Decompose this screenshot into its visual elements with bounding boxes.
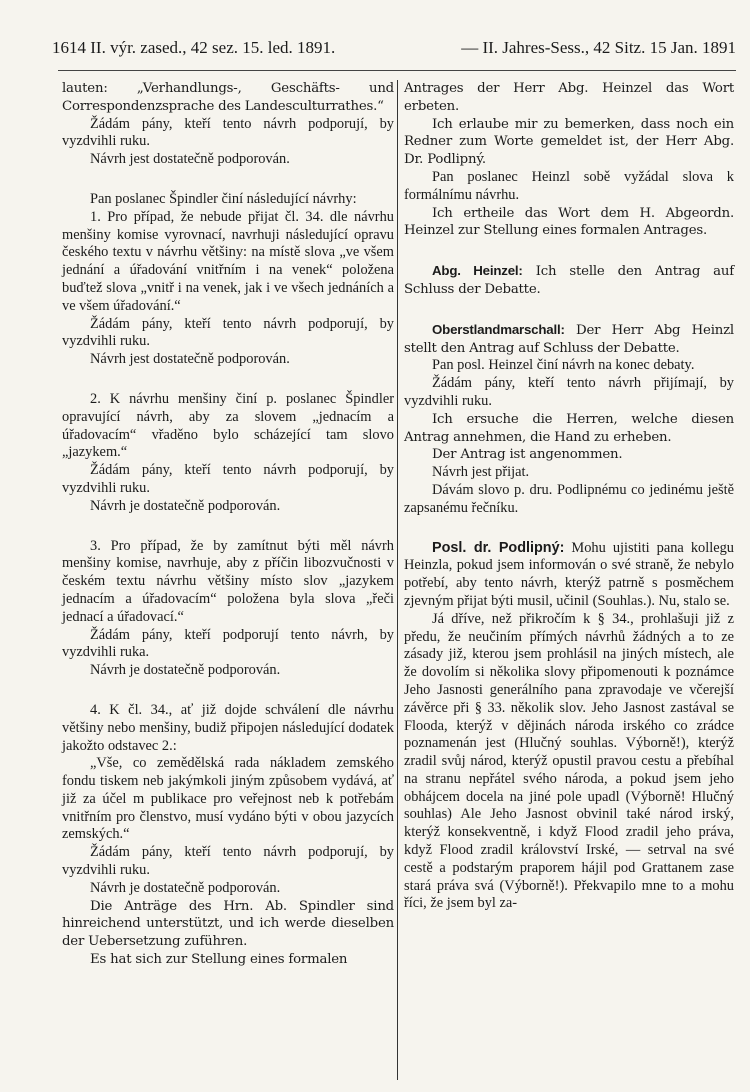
paragraph-text: Die Anträge des Hrn. Ab. Spindler sind hinreichend unterstützt, und ich werde dieselben der Uebersetzung zuführen. (62, 898, 394, 950)
paragraph (404, 321, 734, 358)
paragraph (62, 209, 394, 316)
paragraph-text: Der Antrag ist angenommen. (432, 447, 623, 463)
paragraph (404, 80, 734, 116)
paragraph (62, 191, 394, 209)
paragraph-text: Návrh je dostatečně podporován. (90, 662, 281, 679)
paragraph-text: Návrh je dostatečně podporován. (90, 497, 281, 514)
paragraph-text: Ich ertheile das Wort dem H. Abgeordn. Heinzel zur Stellung eines formalen Antrages. (404, 205, 734, 239)
paragraph (404, 464, 734, 482)
paragraph-text: Ich erlaube mir zu bemerken, dass noch ein Redner zum Worte gemeldet ist, der Herr Abg. Dr. Podlipný. (404, 116, 734, 168)
paragraph-text: Žádám pány, kteří tento návrh podporují, by vyzdvihli ruku. (62, 844, 394, 879)
paragraph (62, 844, 394, 880)
paragraph (62, 316, 394, 352)
paragraph (62, 627, 394, 663)
paragraph (404, 116, 734, 169)
paragraph-text: „Vše, co zemědělská rada nákladem zemského fondu tiskem neb jakýmkoli jiným způsobem vydává, ať již za účel m publikace pro veřejnost neb k potřebám vnitřním pro členstvo, musí vydáno býti v obou jazycích zemských.“ (62, 755, 394, 843)
paragraph (62, 755, 394, 844)
paragraph-text: Žádám pány, kteří tento návrh podporují, by vyzdvihli ruku. (62, 315, 394, 350)
paragraph-text: Návrh jest přijat. (432, 464, 530, 481)
paragraph (62, 702, 394, 755)
column-divider (397, 80, 398, 1080)
paragraph (404, 446, 734, 464)
paragraph-text: Der Herr Abg Heinzl stellt den Antrag auf Schluss der Debatte. (404, 322, 734, 356)
paragraph (62, 151, 394, 169)
paragraph (62, 662, 394, 680)
speaker-name: Posl. dr. Podlipný: (432, 539, 565, 556)
paragraph-text: Dávám slovo p. dru. Podlipnému co jedinému ještě zapsanému řečníku. (404, 481, 734, 516)
paragraph (62, 498, 394, 516)
paragraph-text: Ich stelle den Antrag auf Schluss der Debatte. (404, 264, 734, 297)
paragraph-text: 1. Pro případ, že nebude přijat čl. 34. dle návrhu menšiny komise vyrovnací, navrhuji následující opravu českého textu v návrhu většiny: na místě slova „ve všem jednání a úřadování vnitřním i na venek“ položena buďtež slova „vnitř i na venek, jak i ve všech jednáních a ve všem úřadování.“ (62, 208, 394, 314)
paragraph (404, 262, 734, 299)
paragraph-text: 2. K návrhu menšiny činí p. poslanec Špindler opravující návrh, aby za slovem „jednacím a úřadovacím“ vřaděno bylo scházející tam slovo „jazykem.“ (62, 390, 394, 461)
paragraph-text: Ich ersuche die Herren, welche diesen Antrag annehmen, die Hand zu erheben. (404, 411, 734, 445)
paragraph (404, 611, 734, 914)
paragraph-text: Návrh jest dostatečně podporován. (90, 351, 290, 368)
paragraph (62, 880, 394, 898)
header-rule (58, 70, 736, 71)
paragraph-text: Žádám pány, kteří tento návrh podporují, by vyzdvihli ruku. (62, 462, 394, 496)
speaker-name: Abg. Heinzel: (432, 263, 523, 279)
paragraph-text: 4. K čl. 34., ať již dojde schválení dle návrhu většiny nebo menšiny, budiž připojen následující dodatek jakožto odstavec 2.: (62, 701, 394, 754)
header-right: — II. Jahres-Sess., 42 Sitz. 15 Jan. 1891 (461, 38, 736, 57)
paragraph (62, 80, 394, 116)
left-column (62, 80, 394, 969)
right-column (404, 80, 734, 913)
paragraph-text: Pan posl. Heinzel činí návrh na konec debaty. (432, 357, 695, 374)
paragraph (62, 951, 394, 969)
paragraph-text: Pan poslanec Špindler činí následující návrhy: (90, 190, 357, 207)
paragraph-text: Antrages der Herr Abg. Heinzel das Wort erbeten. (404, 81, 734, 114)
paragraph (404, 205, 734, 241)
paragraph (404, 540, 734, 611)
paragraph (404, 357, 734, 375)
page-header (52, 38, 736, 58)
paragraph (62, 351, 394, 369)
paragraph (404, 411, 734, 447)
speaker-name: Oberstlandmarschall: (432, 321, 565, 337)
paragraph-text: Návrh jest dostatečně podporován. (90, 151, 290, 168)
paragraph-text: lauten: „Verhandlungs-, Geschäfts- und Correspondenzsprache des Landesculturrathes.“ (62, 81, 394, 114)
paragraph-text: Pan poslanec Heinzl sobě vyžádal slova k formálnímu návrhu. (404, 168, 734, 203)
paragraph (404, 169, 734, 205)
paragraph (62, 116, 394, 152)
header-left: 1614 II. výr. zased., 42 sez. 15. led. 1891. (52, 38, 336, 57)
paragraph-text: Žádám pány, kteří podporují tento návrh, by vyzdvihli ruka. (62, 626, 394, 661)
paragraph (404, 482, 734, 518)
paragraph-text: Es hat sich zur Stellung eines formalen (90, 952, 348, 968)
paragraph-text: Mohu ujistiti pana kollegu Heinzla, pokud jsem informován o své straně, že nebylo potřebí, aby tento návrh, kterýž patrně s posměchem zjevným přijat býti musil, učinil (Souhlas.). Nu, stalo se. (404, 539, 734, 609)
paragraph (62, 538, 394, 627)
paragraph (62, 391, 394, 462)
paragraph (404, 375, 734, 411)
paragraph-text: Žádám pány, kteří tento návrh podporují, by vyzdvihli ruku. (62, 115, 394, 150)
paragraph-text: Žádám pány, kteří tento návrh přijímají, by vyzdvihli ruku. (404, 375, 734, 409)
paragraph-text: 3. Pro případ, že by zamítnut býti měl návrh menšiny komise, navrhuje, aby z příčin libozvučnosti v českém textu návrhu většiny místo slov „jazykem jednacím a úřadovacím“ položena byla slova „řeči jednací a úřadovací.“ (62, 537, 394, 625)
paragraph-text: Já dříve, než přikročím k § 34., prohlašuji již z předu, že neučiním přímých návrhů žádných a to ze zásady již, kterou jsem prohlásil na jiných místech, ale že dovolím si několika slovy připomenouti k poznámce Jeho Jasnosti generálního pana zpravodaje ve včerejší závěrce při § 33. několik slov. Jeho Jasnost zastával se Flooda, kterýž v dějinách národa irského co zrádce poznamenán jest (Hlučný souhlas. Výborně!), kterýž zradil svůj národ, kterýž opustil pravou cestu a přebíhal na stranu nepřátel svého národa, a pokud jsem jeho obhájcem docela na jiné pole upadl (Výborně! Hlučný souhlas) Ale Jeho Jasnost obvinil také národ irský, kterýž konsekventně, i když Flood zradil jeho práva, když Flood zradil království Irské, — setrval na své cestě a podstarým praporem hájil pod Grattanem zase stará práva svá (Výborně!). Překvapilo mne to a mohu říci, že jsem byl za- (404, 610, 734, 912)
paragraph (62, 898, 394, 951)
paragraph (62, 462, 394, 498)
paragraph-text: Návrh je dostatečně podporován. (90, 879, 281, 896)
